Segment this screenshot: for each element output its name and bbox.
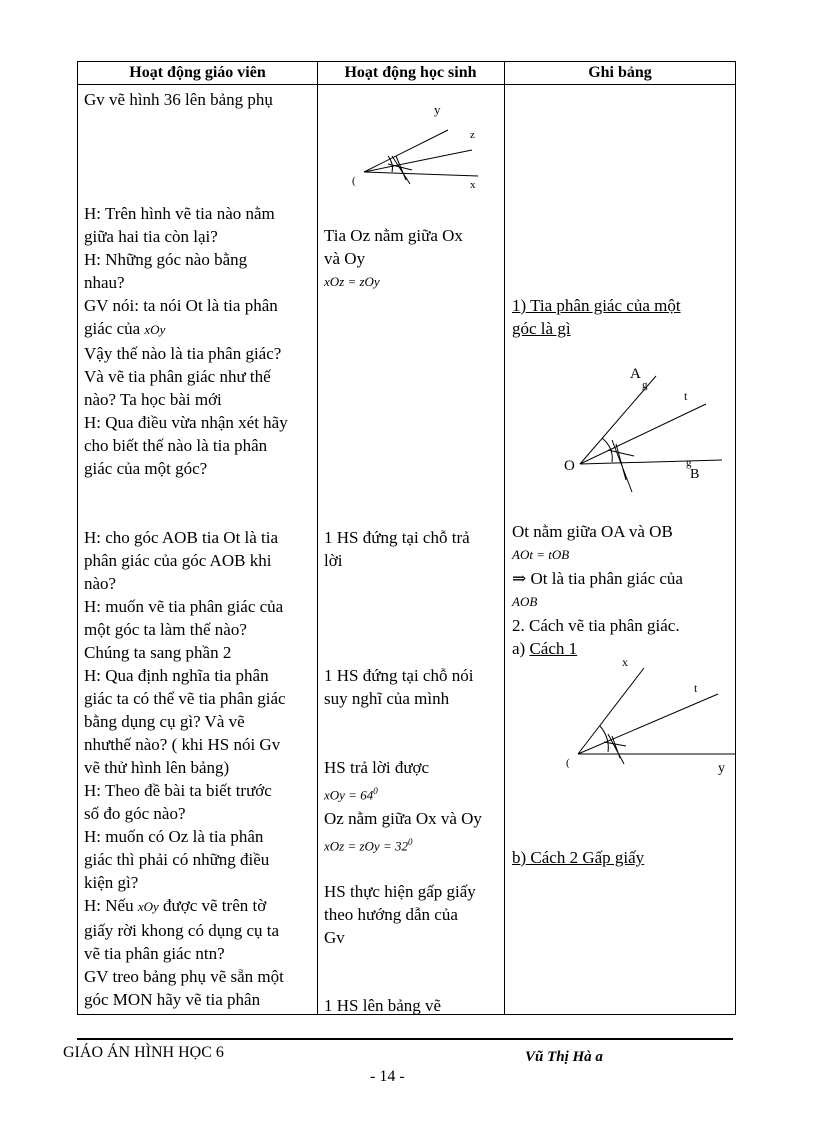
board-heading: 1) Tia phân giác của một — [512, 296, 681, 315]
label-a: A — [630, 366, 641, 382]
label-g: g — [686, 457, 692, 469]
teacher-line: giấy rời khong có dụng cụ ta — [84, 921, 280, 940]
teacher-line: nào? — [84, 574, 117, 593]
student-line: Gv — [324, 928, 345, 947]
board-heading: Cách 1 — [529, 639, 578, 658]
student-line: HS thực hiện gấp giấy — [324, 882, 476, 901]
board-line: Ot nằm giữa OA và OB — [512, 522, 673, 541]
student-line: suy nghĩ của mình — [324, 689, 450, 708]
label-x: x — [622, 655, 628, 669]
student-line: và Oy — [324, 249, 366, 268]
student-column — [324, 756, 504, 859]
student-column — [324, 526, 504, 572]
label-b: B — [690, 467, 700, 482]
footer-author: Vũ Thị Hà a — [525, 1049, 603, 1065]
angle-figure-1 — [348, 92, 498, 192]
teacher-line: GV nói: ta nói Ot là tia phân — [84, 296, 278, 315]
angle-xoy: xOy — [137, 899, 159, 914]
student-math: xOz = zOy — [324, 274, 380, 289]
student-line: HS trả lời được — [324, 758, 430, 777]
teacher-line: H: Những góc nào bằng — [84, 250, 248, 269]
board-line: ⇒ Ot là tia phân giác của — [512, 569, 683, 588]
teacher-line: nhau? — [84, 273, 125, 292]
math-expr: xOy = 64 — [324, 787, 374, 803]
teacher-line: giác của một góc? — [84, 459, 208, 478]
header-board: Ghi bảng — [588, 64, 652, 81]
lesson-table — [77, 61, 736, 1015]
student-line: lời — [324, 551, 343, 570]
math-exponent: 0 — [373, 786, 378, 796]
student-line: 1 HS đứng tại chỗ nói — [324, 666, 474, 685]
teacher-line: H: muốn có Oz là tia phân — [84, 827, 264, 846]
student-math — [324, 779, 504, 807]
student-column — [324, 994, 504, 1017]
board-math: AOB — [512, 594, 538, 609]
teacher-line: vẽ tia phân giác ntn? — [84, 944, 225, 963]
student-line: Oz nằm giữa Ox và Oy — [324, 809, 482, 829]
teacher-line: nhưthế nào? ( khi HS nói Gv — [84, 735, 281, 754]
teacher-line: GV treo bảng phụ vẽ sẵn một — [84, 967, 284, 986]
board-text: a) — [512, 639, 526, 658]
teacher-column — [84, 202, 314, 480]
column-divider — [317, 62, 318, 1014]
teacher-line — [84, 317, 314, 342]
footer-divider — [77, 1038, 733, 1040]
teacher-line: một góc ta làm thế nào? — [84, 620, 247, 639]
header-divider — [78, 84, 735, 85]
footer-title: GIÁO ÁN HÌNH HỌC 6 — [63, 1044, 224, 1061]
label-x: x — [470, 179, 476, 191]
teacher-line: giác ta có thể vẽ tia phân giác — [84, 689, 286, 708]
teacher-column — [84, 88, 314, 111]
teacher-line: cho biết thế nào là tia phân — [84, 436, 268, 455]
header-teacher: Hoạt động giáo viên — [129, 64, 266, 81]
page-number: - 14 - — [370, 1068, 405, 1085]
board-heading: góc là gì — [512, 319, 571, 338]
teacher-line: giữa hai tia còn lại? — [84, 227, 218, 246]
label-g: g — [642, 379, 648, 391]
student-line: theo hướng dẫn của — [324, 905, 458, 924]
teacher-line: H: Qua định nghĩa tia phân — [84, 666, 269, 685]
teacher-text: H: Nếu — [84, 896, 134, 915]
teacher-line: số đo góc nào? — [84, 804, 186, 823]
teacher-line: Và vẽ tia phân giác như thế — [84, 367, 271, 386]
label-o: O — [564, 458, 575, 474]
board-heading: b) Cách 2 Gấp giấy — [512, 848, 645, 867]
label-y: y — [718, 761, 725, 776]
teacher-line: H: Theo đề bài ta biết trước — [84, 781, 272, 800]
board-column — [512, 294, 732, 340]
teacher-text: giác của — [84, 319, 141, 338]
teacher-line: Gv vẽ hình 36 lên bảng phụ — [84, 90, 273, 109]
board-math: AOt = tOB — [512, 547, 570, 562]
column-divider — [504, 62, 505, 1014]
label-t: t — [684, 389, 688, 403]
student-column — [324, 664, 504, 710]
teacher-line: H: Trên hình vẽ tia nào nằm — [84, 204, 275, 223]
label-o: ( — [566, 757, 570, 769]
board-column — [512, 520, 732, 660]
math-exponent: 0 — [407, 837, 413, 848]
teacher-line: giác thì phải có những điều — [84, 850, 270, 869]
teacher-line: H: cho góc AOB tia Ot là tia — [84, 528, 279, 547]
teacher-line: vẽ thử hình lên bảng) — [84, 758, 230, 777]
label-t: t — [694, 681, 698, 695]
teacher-line: Chúng ta sang phần 2 — [84, 643, 232, 662]
teacher-line: kiện gì? — [84, 873, 139, 892]
student-line: 1 HS lên bảng vẽ — [324, 996, 442, 1015]
angle-figure-aob — [558, 352, 736, 502]
board-column — [512, 846, 732, 869]
teacher-line: H: Qua điều vừa nhận xét hãy — [84, 413, 288, 432]
board-line: 2. Cách vẽ tia phân giác. — [512, 616, 680, 635]
teacher-line: bằng dụng cụ gì? Và vẽ — [84, 712, 245, 731]
math-expr: xOz = zOy = 32 — [324, 838, 408, 854]
student-line: Tia Oz nằm giữa Ox — [324, 226, 463, 245]
teacher-line: nào? Ta học bài mới — [84, 390, 222, 409]
angle-xoy: xOy — [144, 322, 166, 337]
student-column — [324, 880, 504, 949]
teacher-line: H: muốn vẽ tia phân giác của — [84, 597, 284, 616]
student-line: 1 HS đứng tại chỗ trả — [324, 528, 470, 547]
teacher-line: góc MON hãy vẽ tia phân — [84, 990, 261, 1009]
student-column — [324, 224, 504, 294]
angle-figure-2 — [564, 654, 737, 784]
label-z: z — [470, 129, 475, 141]
teacher-column — [84, 526, 314, 1011]
student-math — [324, 830, 504, 858]
header-student: Hoạt động học sinh — [344, 64, 477, 81]
label-y: y — [434, 102, 441, 117]
teacher-line: phân giác của góc AOB khi — [84, 551, 272, 570]
teacher-line — [84, 894, 314, 919]
teacher-line: Vậy thế nào là tia phân giác? — [84, 344, 282, 363]
teacher-text: được vẽ trên tờ — [163, 896, 267, 915]
label-o: ( — [352, 175, 356, 187]
